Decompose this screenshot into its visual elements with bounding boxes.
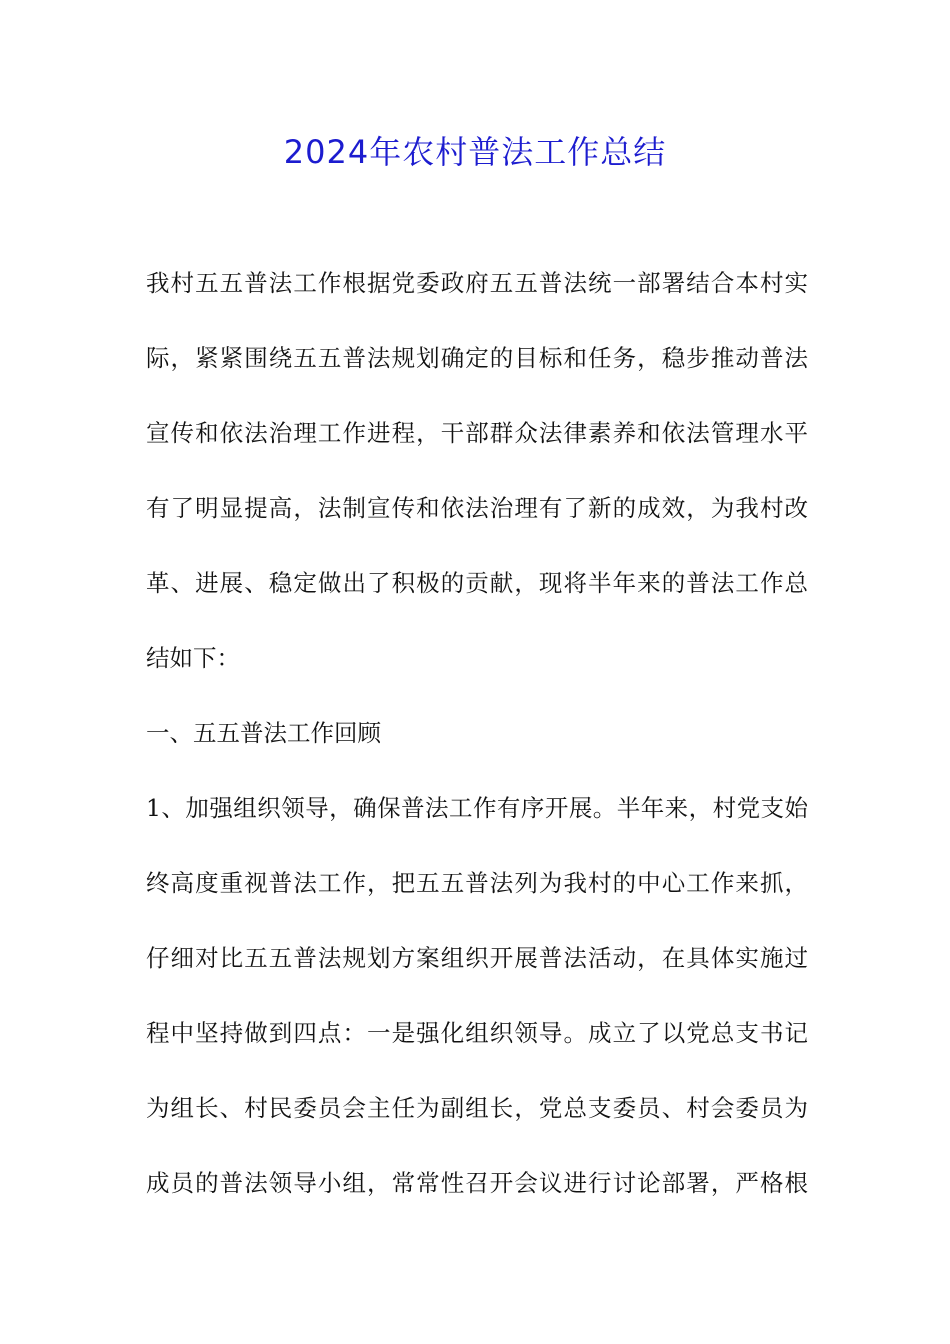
body-line: 结如下：: [146, 644, 240, 672]
body-line: 仔细对比五五普法规划方案组织开展普法活动，在具体实施过: [146, 944, 808, 972]
body-line: 终高度重视普法工作，把五五普法列为我村的中心工作来抓，: [146, 869, 808, 897]
document-title: 2024年农村普法工作总结: [283, 133, 667, 171]
body-line: 程中坚持做到四点：一是强化组织领导。成立了以党总支书记: [146, 1019, 808, 1047]
body-line: 革、进展、稳定做出了积极的贡献，现将半年来的普法工作总: [146, 569, 808, 597]
body-line: 有了明显提高，法制宣传和依法治理有了新的成效，为我村改: [146, 494, 808, 522]
section-heading: 一、五五普法工作回顾: [146, 719, 381, 747]
body-line: 我村五五普法工作根据党委政府五五普法统一部署结合本村实: [146, 269, 808, 297]
body-line: 际，紧紧围绕五五普法规划确定的目标和任务，稳步推动普法: [146, 344, 808, 372]
body-line: 成员的普法领导小组，常常性召开会议进行讨论部署，严格根: [146, 1169, 808, 1197]
document-body: [146, 246, 808, 1221]
body-line: 为组长、村民委员会主任为副组长，党总支委员、村会委员为: [146, 1094, 808, 1122]
body-line: 1、加强组织领导，确保普法工作有序开展。半年来，村党支始: [146, 794, 808, 822]
body-line: 宣传和依法治理工作进程，干部群众法律素养和依法管理水平: [146, 419, 808, 447]
